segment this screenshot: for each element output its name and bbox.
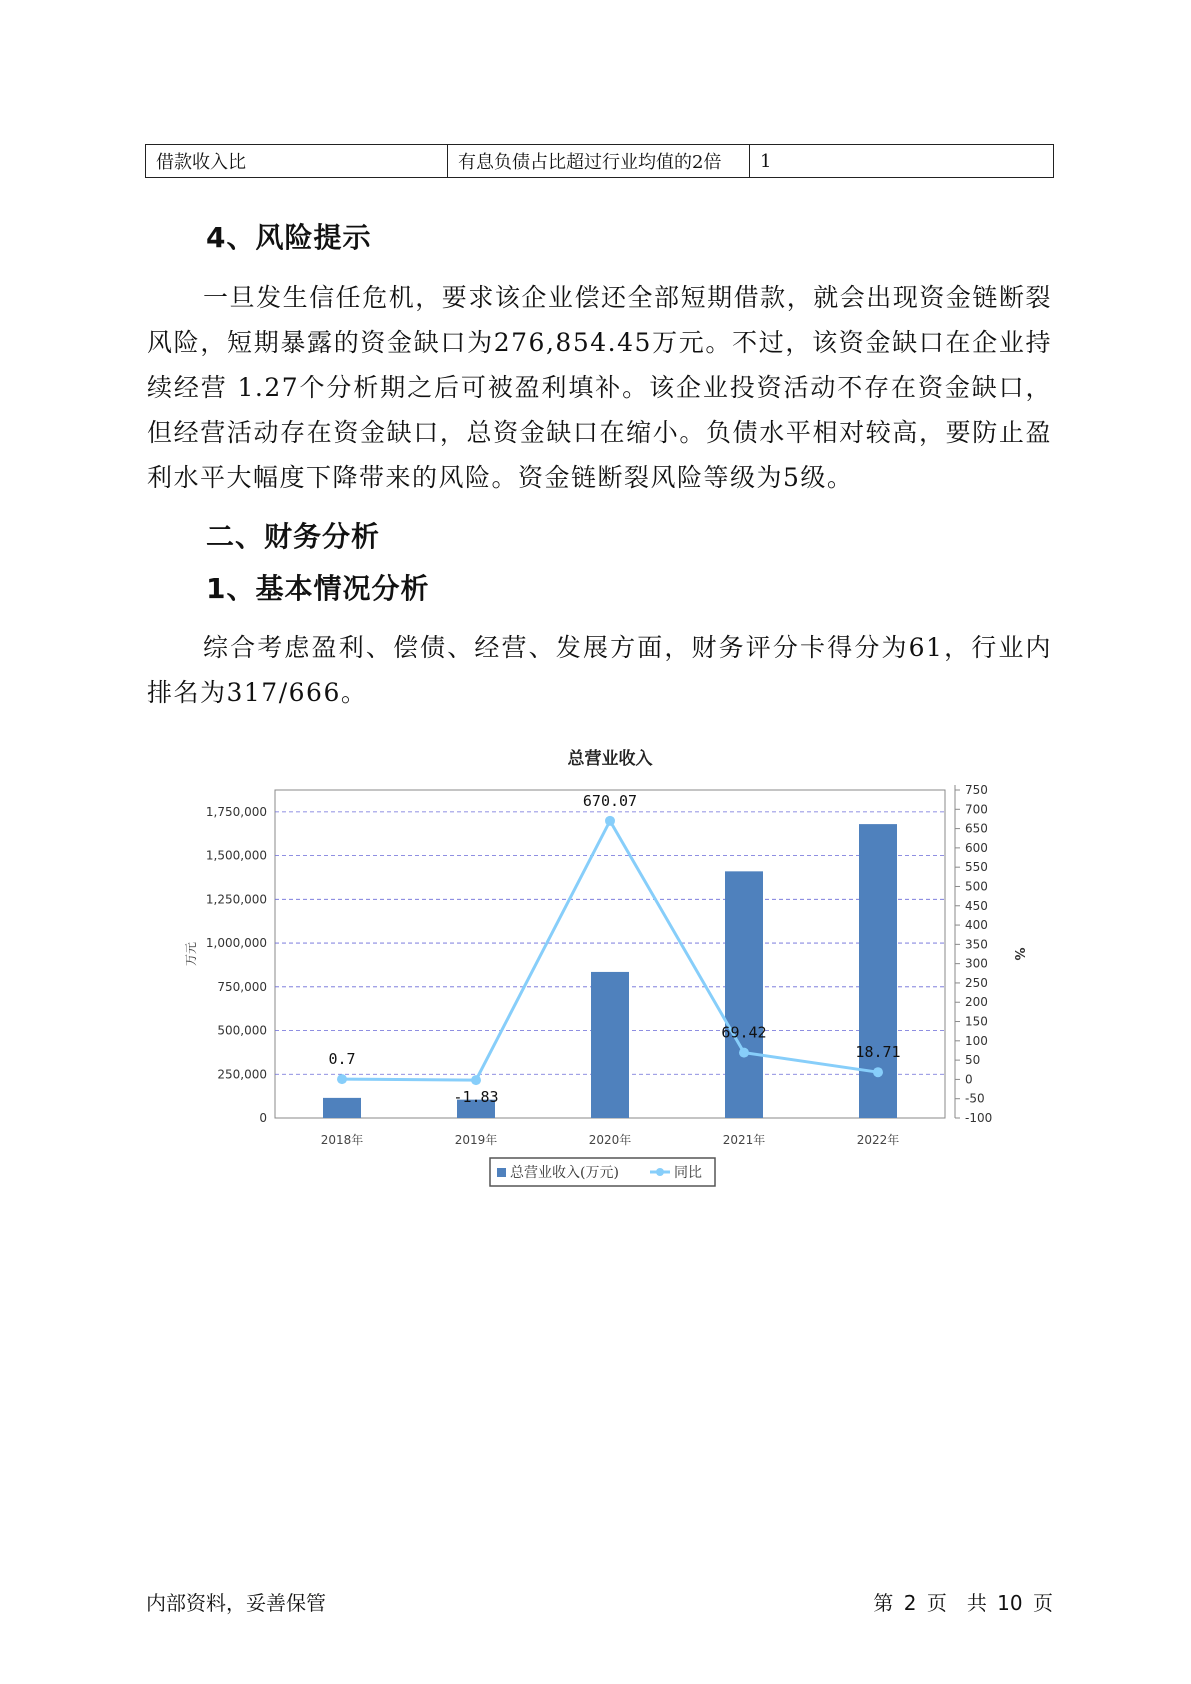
- y-right-tick-label: 200: [965, 995, 988, 1010]
- basic-analysis-paragraph: 综合考虑盈利、偿债、经营、发展方面，财务评分卡得分为61，行业内排名为317/666。: [147, 633, 1052, 707]
- y-right-tick-label: 250: [965, 975, 988, 990]
- y-right-tick-label: -100: [965, 1111, 993, 1125]
- y-right-tick-label: 600: [965, 840, 988, 855]
- y-left-tick-label: 1,750,000: [205, 804, 267, 819]
- yoy-data-label: 69.42: [721, 1023, 767, 1042]
- yoy-point: [739, 1048, 749, 1058]
- y-right-tick-label: 750: [965, 783, 988, 797]
- legend-bar-label: 总营业收入(万元): [510, 1165, 619, 1181]
- footer-confidential: 内部资料，妥善保管: [146, 1591, 326, 1615]
- table-cell: 1: [750, 145, 1054, 178]
- y-left-tick-label: 1,250,000: [205, 892, 267, 907]
- x-tick-label: 2022年: [856, 1133, 900, 1147]
- y-left-axis-label: 万元: [184, 941, 198, 967]
- yoy-data-label: 0.7: [328, 1050, 356, 1069]
- y-right-tick-label: 300: [965, 956, 988, 971]
- finance-heading: 二、财务分析: [206, 520, 381, 553]
- x-tick-label: 2020年: [588, 1133, 632, 1147]
- y-right-tick-label: -50: [965, 1091, 985, 1106]
- table-cell: 借款收入比: [146, 145, 448, 178]
- y-right-tick-label: 0: [965, 1072, 973, 1087]
- y-right-axis-label: %: [1011, 947, 1026, 961]
- yoy-point: [337, 1074, 347, 1084]
- y-left-tick-label: 0: [259, 1111, 267, 1125]
- x-tick-label: 2021年: [722, 1133, 766, 1147]
- revenue-bar: [323, 1098, 361, 1118]
- y-right-tick-label: 450: [965, 898, 988, 913]
- legend-line-marker: [656, 1168, 664, 1176]
- y-right-tick-label: 350: [965, 937, 988, 952]
- y-right-tick-label: 650: [965, 821, 988, 836]
- y-left-tick-label: 250,000: [217, 1067, 267, 1082]
- revenue-bar: [591, 972, 629, 1118]
- y-right-tick-label: 100: [965, 1033, 988, 1048]
- info-table: [145, 144, 1054, 178]
- y-left-tick-label: 500,000: [217, 1023, 267, 1038]
- y-right-tick-label: 150: [965, 1014, 988, 1029]
- basic-analysis-heading: 1、基本情况分析: [206, 572, 430, 605]
- chart-title: 总营业收入: [567, 749, 653, 769]
- y-left-tick-label: 750,000: [217, 979, 267, 994]
- y-left-tick-label: 1,500,000: [205, 848, 267, 863]
- legend-bar-swatch: [497, 1168, 506, 1177]
- yoy-data-label: -1.83: [453, 1088, 499, 1107]
- x-tick-label: 2019年: [454, 1133, 498, 1147]
- yoy-point: [471, 1075, 481, 1085]
- y-right-tick-label: 550: [965, 860, 988, 875]
- revenue-chart: [175, 740, 1026, 1200]
- revenue-bar: [725, 871, 763, 1118]
- yoy-point: [873, 1067, 883, 1077]
- y-right-tick-label: 50: [965, 1053, 981, 1068]
- legend-line-label: 同比: [674, 1165, 702, 1181]
- yoy-data-label: 18.71: [855, 1043, 901, 1062]
- risk-heading: 4、风险提示: [206, 221, 372, 254]
- yoy-data-label: 670.07: [582, 791, 638, 810]
- y-left-tick-label: 1,000,000: [205, 936, 267, 951]
- y-right-tick-label: 400: [965, 918, 988, 933]
- y-right-tick-label: 500: [965, 879, 988, 894]
- risk-paragraph: 一旦发生信任危机，要求该企业偿还全部短期借款，就会出现资金链断裂风险，短期暴露的资金缺口为276,854.45万元。不过，该资金缺口在企业持续经营 1.27个分析期之后可被盈利填补。该企业投资活动不存在资金缺口，但经营活动存在资金缺口，总资金缺口在缩小。负债水平相对较高，要防止盈利水平大幅度下降带来的风险。资金链断裂风险等级为5级。: [147, 283, 1052, 492]
- footer-page-number: 第 2 页 共 10 页: [873, 1591, 1053, 1615]
- y-right-tick-label: 700: [965, 802, 988, 817]
- table-row: [146, 145, 1054, 178]
- table-cell: 有息负债占比超过行业均值的2倍: [448, 145, 750, 178]
- yoy-point: [605, 816, 615, 826]
- x-tick-label: 2018年: [320, 1133, 364, 1147]
